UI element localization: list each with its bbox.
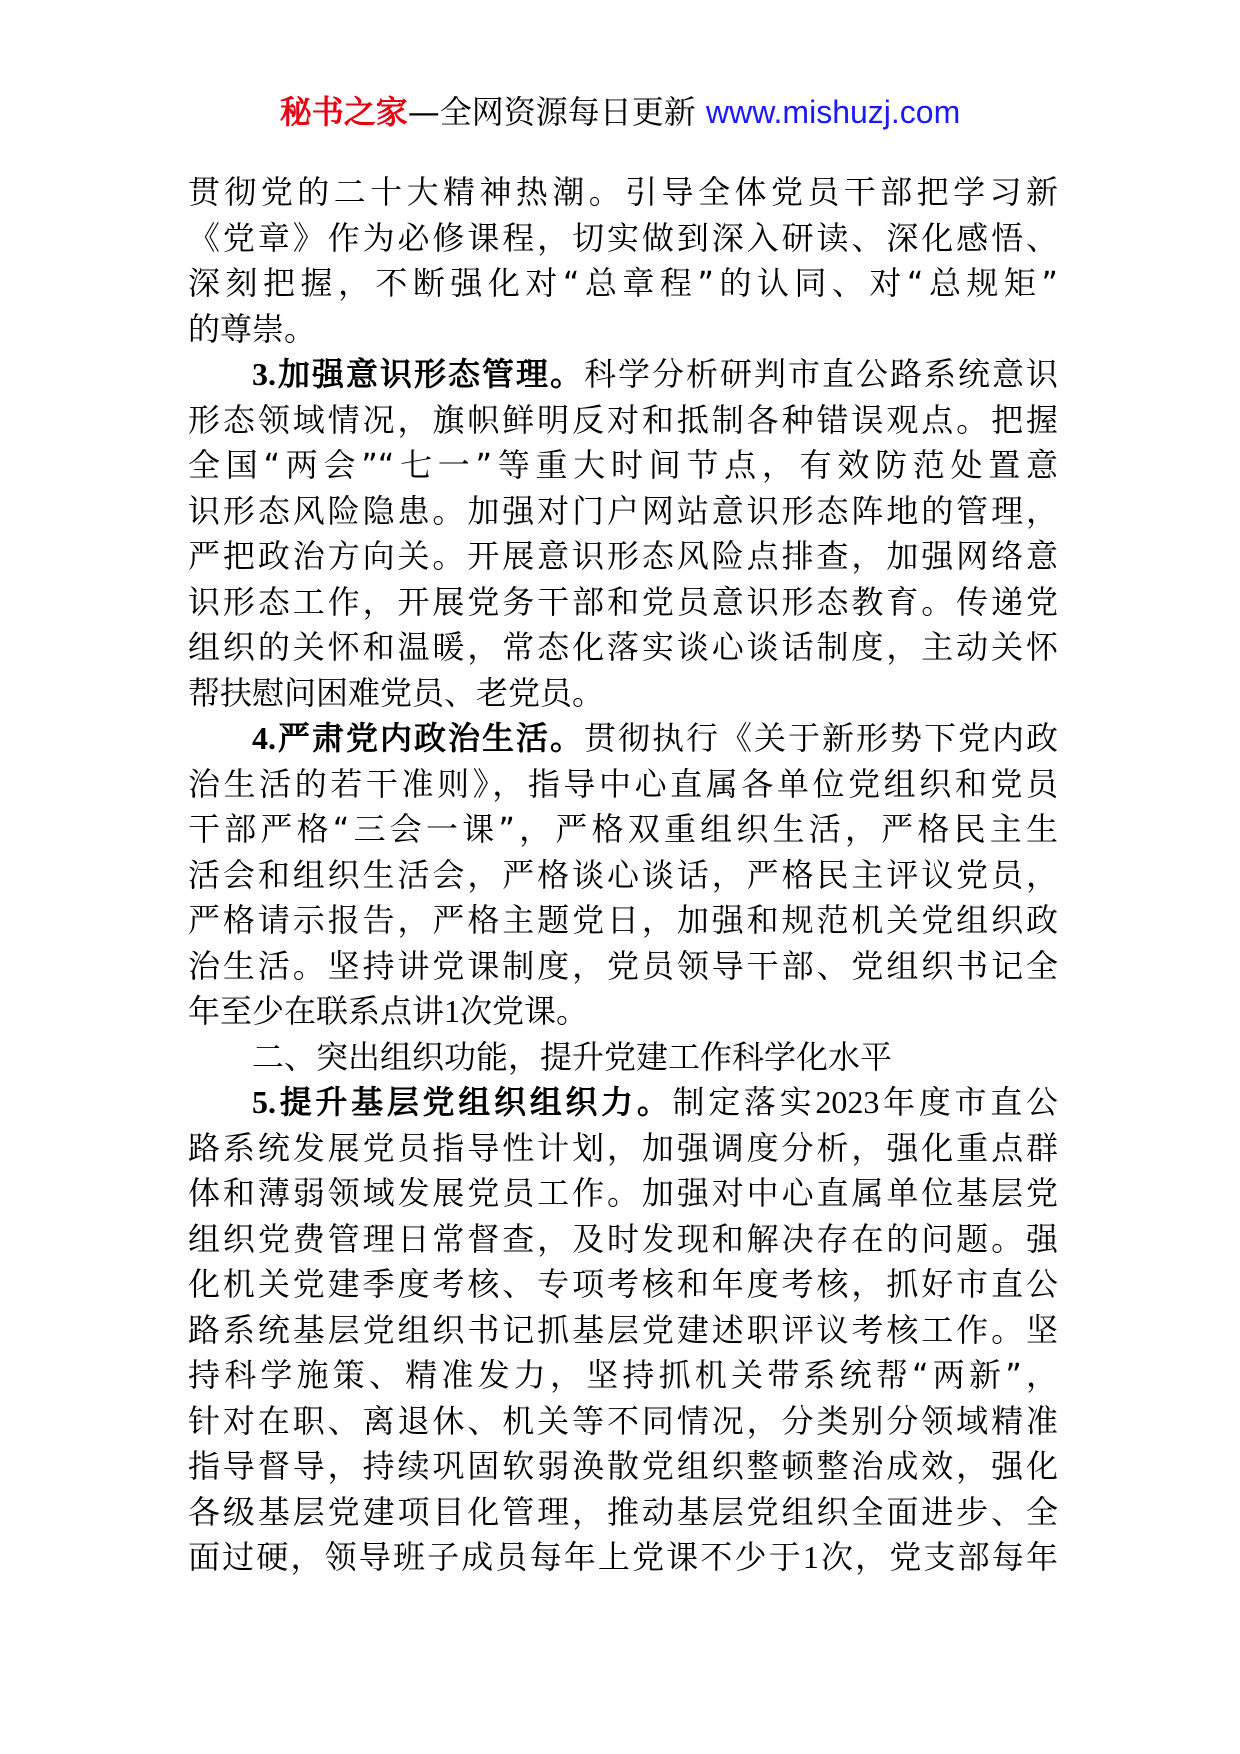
text-line — [188, 1535, 1058, 1581]
text-line: 针对在职、离退休、机关等不同情况，分类别分领域精准 — [188, 1401, 1058, 1440]
section-heading-3 — [188, 352, 1058, 398]
item-text: 贯彻执行《关于新形势下党内政 — [584, 719, 1058, 757]
text-line: 严把政治方向关。开展意识形态风险点排查，加强网络意 — [188, 537, 1058, 575]
text-line: 各级基层党建项目化管理，推动基层党组织全面进步、全 — [188, 1492, 1058, 1531]
text-line: 的尊崇。 — [188, 309, 317, 348]
text-segment: 面过硬，领导班子成员每年上党课不少于 — [188, 1538, 803, 1576]
section-heading-4 — [188, 716, 1058, 762]
text-line: 活会和组织生活会，严格谈心谈话，严格民主评议党员， — [188, 855, 1058, 894]
chapter-heading-2: 二、突出组织功能，提升党建工作科学化水平 — [252, 1037, 893, 1076]
section-heading-5 — [188, 1080, 1058, 1126]
text-line: 干部严格“三会一课”，严格双重组织生活，严格民主生 — [188, 810, 1058, 848]
site-tagline: —全网资源每日更新 — [407, 93, 696, 131]
text-line: 路系统发展党员指导性计划，加强调度分析，强化重点群 — [188, 1128, 1058, 1167]
site-brand: 秘书之家 — [279, 93, 408, 131]
text-segment: 次，党支部每年 — [818, 1538, 1058, 1576]
item-text: 制定落实 — [672, 1083, 816, 1121]
text-segment: 次党课。 — [460, 992, 589, 1030]
item-text: 年度市直公 — [879, 1083, 1058, 1121]
text-line: 体和薄弱领域发展党员工作。加强对中心直属单位基层党 — [188, 1174, 1058, 1212]
document-body — [188, 170, 1058, 1581]
text-line — [188, 989, 1058, 1035]
text-line: 深刻把握，不断强化对“总章程”的认同、对“总规矩” — [188, 264, 1058, 302]
text-line: 识形态工作，开展党务干部和党员意识形态教育。传递党 — [188, 582, 1058, 621]
item-title: 严肃党内政治生活。 — [276, 719, 584, 757]
text-line: 严格请示报告，严格主题党日，加强和规范机关党组织政 — [188, 901, 1058, 939]
text-line: 指导督导，持续巩固软弱涣散党组织整顿整治成效，强化 — [188, 1447, 1058, 1485]
text-line: 识形态风险隐患。加强对门户网站意识形态阵地的管理， — [188, 491, 1058, 530]
text-line: 贯彻党的二十大精神热潮。引导全体党员干部把学习新 — [188, 173, 1058, 211]
item-number: 3. — [252, 356, 276, 392]
text-line: 组织的关怀和温暖，常态化落实谈心谈话制度，主动关怀 — [188, 628, 1058, 666]
site-header — [0, 92, 1240, 132]
text-line: 形态领域情况，旗帜鲜明反对和抵制各种错误观点。把握 — [188, 400, 1058, 439]
text-line: 组织党费管理日常督查，及时发现和解决存在的问题。强 — [188, 1219, 1058, 1258]
text-line: 帮扶慰问困难党员、老党员。 — [188, 673, 605, 712]
item-text: 科学分析研判市直公路系统意识 — [584, 355, 1058, 393]
item-number: 5. — [252, 1084, 276, 1120]
inline-number: 1 — [802, 1539, 819, 1575]
inline-number: 2023 — [815, 1084, 880, 1120]
text-line: 持科学施策、精准发力，坚持抓机关带系统帮“两新”， — [188, 1356, 1058, 1394]
text-line: 路系统基层党组织书记抓基层党建述职评议考核工作。坚 — [188, 1310, 1058, 1349]
text-line: 治生活的若干准则》，指导中心直属各单位党组织和党员 — [188, 764, 1058, 803]
item-title: 加强意识形态管理。 — [276, 355, 584, 393]
site-url[interactable]: www.mishuzj.com — [705, 94, 961, 130]
text-line: 治生活。坚持讲党课制度，党员领导干部、党组织书记全 — [188, 946, 1058, 985]
item-title: 提升基层党组织组织力。 — [276, 1083, 673, 1121]
inline-number: 1 — [444, 993, 461, 1029]
item-number: 4. — [252, 720, 276, 756]
text-line: 《党章》作为必修课程，切实做到深入研读、深化感悟、 — [188, 218, 1058, 257]
text-line: 化机关党建季度考核、专项考核和年度考核，抓好市直公 — [188, 1265, 1058, 1303]
text-line: 全国“两会”“七一”等重大时间节点，有效防范处置意 — [188, 446, 1058, 484]
text-segment: 年至少在联系点讲 — [188, 992, 445, 1030]
